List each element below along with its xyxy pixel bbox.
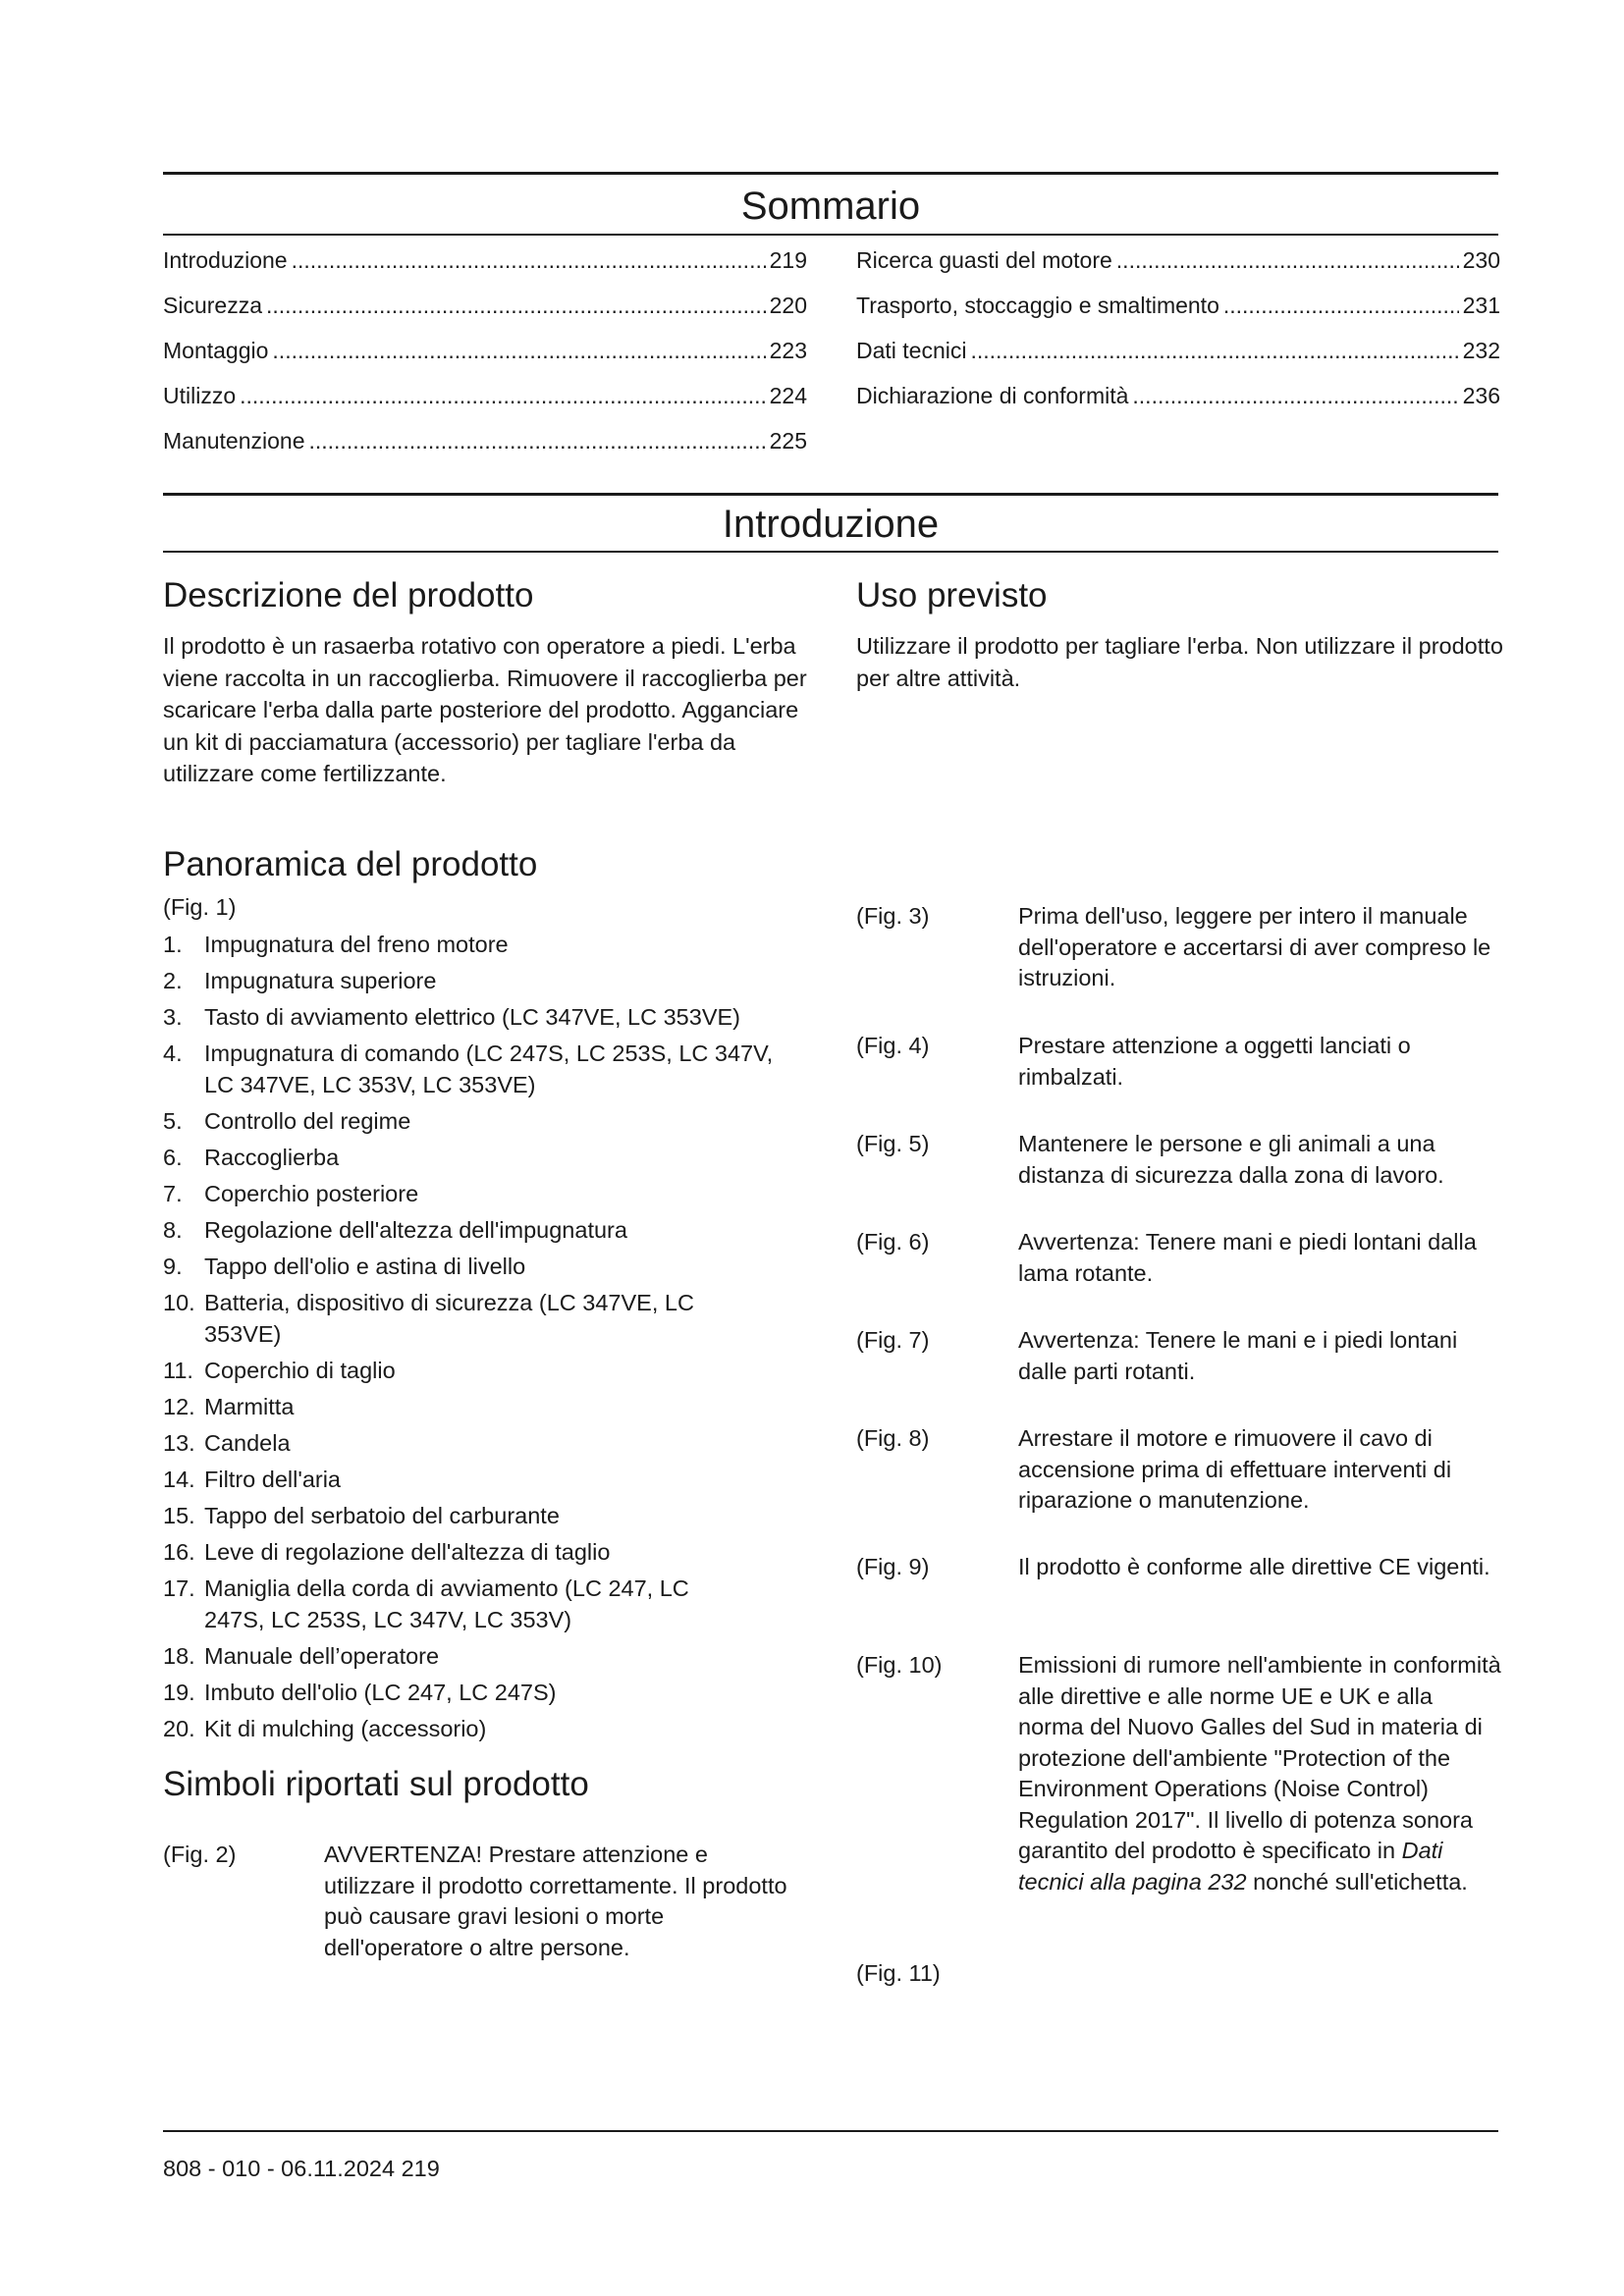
symbols-heading: Simboli riportati sul prodotto — [163, 1765, 589, 1803]
intended-use-heading: Uso previsto — [856, 576, 1048, 614]
symbol-row: (Fig. 6) Avvertenza: Tenere mani e piedi lontani dalla lama rotante. — [856, 1229, 1477, 1286]
list-item: 16. Leve di regolazione dell'altezza di taglio — [163, 1539, 611, 1565]
list-item: 13. Candela — [163, 1430, 291, 1456]
list-item: 10. Batteria, dispositivo di sicurezza (LC 347VE, LC 353VE) — [163, 1290, 694, 1347]
toc-entry[interactable]: Dati tecnici ..... 232 — [856, 338, 1500, 383]
list-item: 9. Tappo dell'olio e astina di livello — [163, 1254, 526, 1279]
description-heading: Descrizione del prodotto — [163, 576, 534, 614]
list-item: 12. Marmitta — [163, 1394, 295, 1419]
list-item: 4. Impugnatura di comando (LC 247S, LC 253S, LC 347V, LC 347VE, LC 353V, LC 353VE) — [163, 1041, 774, 1097]
description-text: Il prodotto è un rasaerba rotativo con operatore a piedi. L'erba viene raccolta in un raccoglierba. Rimuovere il raccoglierba per scaricare l'erba dalla parte posteriore del prodotto. Agganciare un kit di pacciamatura (accessorio) per tagliare l'erba da utilizzare come fertilizzante. — [163, 633, 807, 786]
list-item: 14. Filtro dell'aria — [163, 1467, 342, 1492]
symbol-row-fig10: (Fig. 10) Emissioni di rumore nell'ambiente in conformità alle direttive e alle norme UE e UK e alla norma del Nuovo Galles del Sud in materia di protezione dell'ambiente "Protection of the Environment Operations (Noise Control) Regulation 2017". Il livello di potenza sonora garantito del prodotto è specificato in Dati tecnici alla pagina 232 nonché sull'etichetta. — [856, 1652, 1501, 1895]
toc-entry[interactable]: Sicurezza ..... 220 — [163, 293, 807, 338]
symbol-row: (Fig. 8) Arrestare il motore e rimuovere il cavo di accensione prima di effettuare interventi di riparazione o manutenzione. — [856, 1425, 1452, 1513]
noise-text: Emissioni di rumore nell'ambiente in conformità alle direttive e alle norme UE e UK e alla norma del Nuovo Galles del Sud in materia di protezione dell'ambiente "Protection of the Environment Operations (Noise Control) Regulation 2017". Il livello di potenza sonora garantito del prodotto è specificato in — [1018, 1652, 1501, 1863]
overview-parts-list — [163, 929, 811, 1749]
toc-entry[interactable]: Introduzione ..... 219 — [163, 247, 807, 293]
toc-entry[interactable]: Utilizzo ..... 224 — [163, 383, 807, 428]
list-item: 5. Controllo del regime — [163, 1108, 411, 1134]
list-item: 17. Maniglia della corda di avviamento (LC 247, LC 247S, LC 253S, LC 347V, LC 353V) — [163, 1575, 689, 1632]
intro-top-rule — [163, 493, 1498, 496]
toc-bottom-rule — [163, 234, 1498, 236]
toc-right-column — [856, 247, 1500, 428]
list-item: 6. Raccoglierba — [163, 1145, 340, 1170]
list-item: 1. Impugnatura del freno motore — [163, 932, 509, 957]
symbol-row: (Fig. 9) Il prodotto è conforme alle direttive CE vigenti. — [856, 1554, 1490, 1579]
toc-entry[interactable]: Trasporto, stoccaggio e smaltimento ..... 231 — [856, 293, 1500, 338]
intro-title: Introduzione — [722, 503, 940, 546]
footer-rule — [163, 2130, 1498, 2132]
toc-left-column — [163, 247, 807, 473]
symbol-row: (Fig. 3) Prima dell'uso, leggere per intero il manuale dell'operatore e accertarsi di aver compreso le istruzioni. — [856, 903, 1491, 990]
toc-entry[interactable]: Montaggio ..... 223 — [163, 338, 807, 383]
list-item: 8. Regolazione dell'altezza dell'impugnatura — [163, 1217, 627, 1243]
list-item: 19. Imbuto dell'olio (LC 247, LC 247S) — [163, 1680, 557, 1705]
noise-text-end: nonché sull'etichetta. — [1246, 1868, 1468, 1895]
symbol-row: (Fig. 4) Prestare attenzione a oggetti lanciati o rimbalzati. — [856, 1033, 1411, 1090]
list-item: 11. Coperchio di taglio — [163, 1358, 396, 1383]
intended-use-text: Utilizzare il prodotto per tagliare l'erba. Non utilizzare il prodotto per altre attività. — [856, 633, 1503, 691]
tech-data-link[interactable]: Dati tecnici alla pagina 232 — [1018, 1838, 1443, 1895]
intro-bottom-rule — [163, 551, 1498, 553]
symbol-row-fig2: (Fig. 2) AVVERTENZA! Prestare attenzione e utilizzare il prodotto correttamente. Il prodotto può causare gravi lesioni o morte dell'operatore o altre persone. — [163, 1842, 787, 1960]
toc-title: Sommario — [740, 185, 921, 228]
list-item: 20. Kit di mulching (accessorio) — [163, 1716, 487, 1741]
toc-entry[interactable]: Ricerca guasti del motore ..... 230 — [856, 247, 1500, 293]
symbol-row: (Fig. 11) — [856, 1960, 941, 1986]
list-item: 18. Manuale dell’operatore — [163, 1643, 440, 1669]
list-item: 3. Tasto di avviamento elettrico (LC 347VE, LC 353VE) — [163, 1004, 740, 1030]
list-item: 15. Tappo del serbatoio del carburante — [163, 1503, 560, 1528]
toc-entry[interactable]: Manutenzione ..... 225 — [163, 428, 807, 473]
overview-heading: Panoramica del prodotto — [163, 845, 538, 883]
footer-text: 808 - 010 - 06.11.2024 219 — [163, 2156, 440, 2181]
overview-fig-ref: (Fig. 1) — [163, 894, 237, 920]
list-item: 7. Coperchio posteriore — [163, 1181, 419, 1206]
list-item: 2. Impugnatura superiore — [163, 968, 437, 993]
toc-top-rule — [163, 172, 1498, 175]
symbol-row: (Fig. 7) Avvertenza: Tenere le mani e i piedi lontani dalle parti rotanti. — [856, 1327, 1458, 1384]
symbol-row: (Fig. 5) Mantenere le persone e gli animali a una distanza di sicurezza dalla zona di lavoro. — [856, 1131, 1444, 1188]
toc-entry[interactable]: Dichiarazione di conformità ..... 236 — [856, 383, 1500, 428]
